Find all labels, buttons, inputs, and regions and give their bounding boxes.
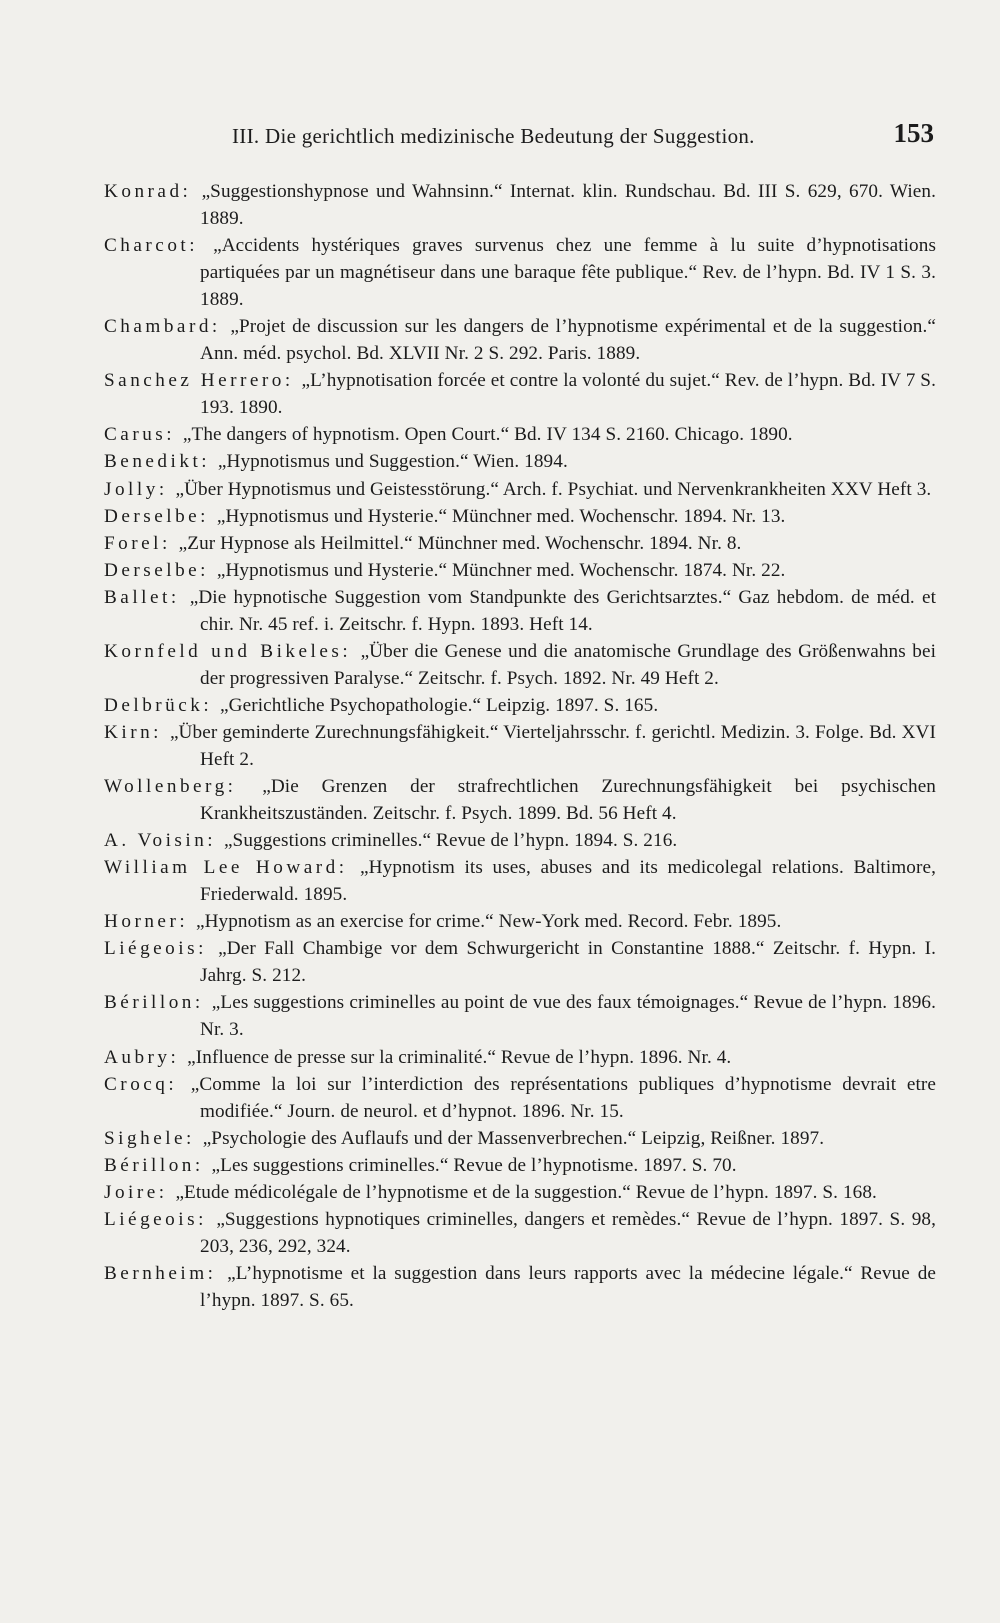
entry-citation: „Suggestions hypnotiques criminelles, dangers et remèdes.“ Revue de l’hypn. 1897. S. 98, 203, 236, 292, 324. [200,1208,936,1257]
bibliography-entry [104,692,936,719]
entry-citation: „Über Hypnotismus und Geistesstörung.“ Arch. f. Psychiat. und Nervenkrankheiten XXV Heft 3. [175,478,932,500]
bibliography-entry [104,232,936,313]
entry-citation: „Die Grenzen der strafrechtlichen Zurechnungsfähigkeit bei psychischen Krankheitszuständen. Zeitschr. f. Psych. 1899. Bd. 56 Heft 4. [200,776,937,825]
bibliography-entry [104,476,936,503]
entry-citation: „L’hypnotisme et la suggestion dans leurs rapports avec la médecine légale.“ Revue de l’hypn. 1897. S. 65. [200,1262,936,1311]
entry-author: Bernheim: [104,1262,217,1284]
entry-citation: „Influence de presse sur la criminalité.“ Revue de l’hypn. 1896. Nr. 4. [187,1046,732,1068]
bibliography-entry [104,1152,936,1179]
entry-citation: „Über die Genese und die anatomische Grundlage des Größenwahns bei der progressiven Paralyse.“ Zeitschr. f. Psych. 1892. Nr. 49 Heft 2. [200,640,937,689]
entry-author: Jolly: [104,478,168,500]
entry-author: Kornfeld und Bikeles: [104,640,352,662]
entry-author: Ballet: [104,586,180,608]
entry-citation: „Comme la loi sur l’interdiction des représentations publiques d’hypnotisme devrait etre modifiée.“ Journ. de neurol. et d’hypnot. 1896. Nr. 15. [190,1073,937,1122]
entry-author: A. Voisin: [104,830,217,852]
entry-citation: „Suggestions criminelles.“ Revue de l’hypn. 1894. S. 216. [223,830,678,852]
bibliography-entry [104,1125,936,1152]
bibliography-entry [104,989,936,1043]
entry-citation: „Hypnotism as an exercise for crime.“ New-York med. Record. Febr. 1895. [195,911,782,933]
entry-author: Konrad: [104,181,192,202]
entry-author: Aubry: [104,1046,180,1068]
bibliography-entry [104,1044,936,1071]
entry-author: Forel: [104,532,171,554]
entry-author: Delbrück: [104,694,213,716]
entry-citation: „Hypnotismus und Hysterie.“ Münchner med. Wochenschr. 1874. Nr. 22. [216,559,786,581]
bibliography-entry [104,178,936,232]
bibliography-entry [104,313,936,367]
entry-citation: „Suggestionshypnose und Wahnsinn.“ Internat. klin. Rundschau. Bd. III S. 629, 670. Wien. 1889. [200,181,936,230]
bibliography-entry [104,503,936,530]
bibliography-entry [104,1206,936,1260]
entry-citation: „Psychologie des Auflaufs und der Massenverbrechen.“ Leipzig, Reißner. 1897. [202,1127,825,1149]
entry-citation: „Hypnotism its uses, abuses and its medicolegal relations. Baltimore, Friederwald. 1895. [200,857,936,906]
entry-author: Derselbe: [104,505,210,527]
bibliography-entry [104,935,936,989]
entry-author: Liégeois: [104,1208,207,1230]
entry-citation: „Zur Hypnose als Heilmittel.“ Münchner med. Wochenschr. 1894. Nr. 8. [178,532,742,554]
bibliography-entry [104,448,936,475]
entry-author: Wollenberg: [104,776,237,798]
entry-citation: „Projet de discussion sur les dangers de l’hypnotisme expérimental et de la suggestion.“ Ann. méd. psychol. Bd. XLVII Nr. 2 S. 292. Paris. 1889. [200,316,936,365]
entry-citation: „The dangers of hypnotism. Open Court.“ Bd. IV 134 S. 2160. Chicago. 1890. [182,424,793,446]
entry-author: Charcot: [104,235,199,257]
entry-author: Bérillon: [104,992,204,1014]
entry-author: Horner: [104,911,189,933]
entry-author: Benedikt: [104,451,211,473]
entry-citation: „L’hypnotisation forcée et contre la volonté du sujet.“ Rev. de l’hypn. Bd. IV 7 S. 193. 1890. [200,370,936,419]
page-number: 153 [893,118,934,148]
entry-author: Crocq: [104,1073,178,1095]
entry-author: Derselbe: [104,559,210,581]
entry-citation: „Über geminderte Zurechnungsfähigkeit.“ Vierteljahrsschr. f. gerichtl. Medizin. 3. Folge. Bd. XVI Heft 2. [169,721,936,770]
entry-citation: „Accidents hystériques graves survenus chez une femme à lu suite d’hypnotisations partiquées par un magnétiseur dans une baraque fête publique.“ Rev. de l’hypn. Bd. IV 1 S. 3. 1889. [200,235,937,311]
bibliography-entry [104,719,936,773]
bibliography-entry [104,1071,936,1125]
chapter-title: III. Die gerichtlich medizinische Bedeutung der Suggestion. [232,124,755,148]
entry-author: Sanchez Herrero: [104,370,294,392]
entry-citation: „Die hypnotische Suggestion vom Standpunkte des Gerichtsarztes.“ Gaz hebdom. de méd. et chir. Nr. 45 ref. i. Zeitschr. f. Hypn. 1893. Heft 14. [189,586,937,635]
bibliography-entry [104,638,936,692]
entry-author: Joire: [104,1181,168,1203]
bibliography-entry [104,827,936,854]
entry-citation: „Hypnotismus und Hysterie.“ Münchner med. Wochenschr. 1894. Nr. 13. [216,505,786,527]
bibliography-entry [104,773,936,827]
bibliography-entry [104,1179,936,1206]
running-head [0,118,1000,154]
bibliography-entry [104,584,936,638]
bibliography-entry [104,421,936,448]
bibliography-entry [104,908,936,935]
bibliography-entry [104,854,936,908]
entry-citation: „Les suggestions criminelles au point de vue des faux témoignages.“ Revue de l’hypn. 1896. Nr. 3. [200,992,936,1041]
entry-citation: „Der Fall Chambige vor dem Schwurgericht in Constantine 1888.“ Zeitschr. f. Hypn. I. Jahrg. S. 212. [200,938,936,987]
entry-author: Carus: [104,424,176,446]
bibliography-list [104,178,936,1314]
entry-citation: „Etude médicolégale de l’hypnotisme et de la suggestion.“ Revue de l’hypn. 1897. S. 168. [175,1181,877,1203]
entry-citation: „Hypnotismus und Suggestion.“ Wien. 1894. [217,451,568,473]
bibliography-entry [104,530,936,557]
entry-author: Kirn: [104,721,163,743]
entry-citation: „Les suggestions criminelles.“ Revue de l’hypnotisme. 1897. S. 70. [211,1154,737,1176]
entry-author: Chambard: [104,316,221,338]
entry-author: William Lee Howard: [104,857,348,879]
bibliography-entry [104,1260,936,1314]
entry-citation: „Gerichtliche Psychopathologie.“ Leipzig. 1897. S. 165. [220,694,659,716]
entry-author: Liégeois: [104,938,207,960]
entry-author: Bérillon: [104,1154,204,1176]
entry-author: Sighele: [104,1127,195,1149]
bibliography-entry [104,367,936,421]
bibliography-entry [104,557,936,584]
